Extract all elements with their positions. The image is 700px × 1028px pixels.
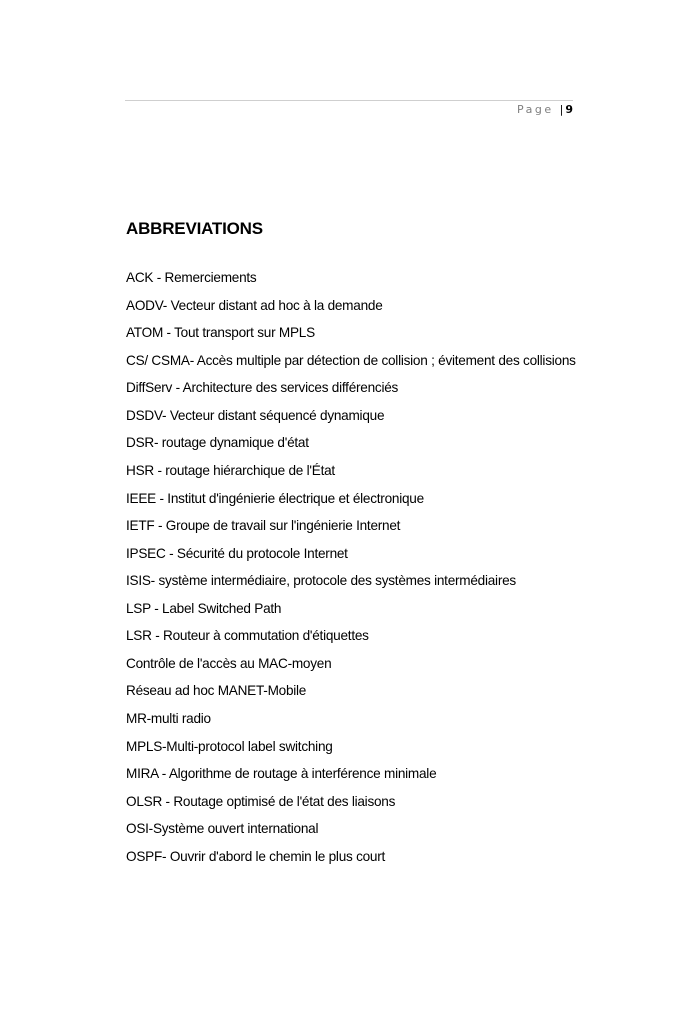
abbreviation-entry: Contrôle de l'accès au MAC-moyen: [126, 655, 332, 671]
abbreviation-entry: Réseau ad hoc MANET-Mobile: [126, 683, 307, 699]
page-number: 9: [565, 103, 573, 116]
abbreviation-entry: CS/ CSMA- Accès multiple par détection de collision ; évitement des collisions: [126, 352, 576, 368]
page-number-label: [517, 103, 573, 116]
abbreviation-entry: MR-multi radio: [126, 711, 211, 726]
abbreviation-entry: MIRA - Algorithme de routage à interférence minimale: [126, 766, 437, 782]
header-rule: [125, 100, 573, 101]
abbreviation-entry: ISIS- système intermédiaire, protocole des systèmes intermédiaires: [126, 573, 516, 589]
abbreviation-entry: IETF - Groupe de travail sur l'ingénierie Internet: [126, 518, 401, 534]
abbreviation-entry: IEEE - Institut d'ingénierie électrique et électronique: [126, 490, 424, 506]
abbreviation-entry: IPSEC - Sécurité du protocole Internet: [126, 545, 348, 561]
page-word: Page: [516, 103, 554, 116]
abbreviation-entry: DSDV- Vecteur distant séquencé dynamique: [126, 407, 385, 423]
section-title: ABBREVIATIONS: [126, 219, 263, 238]
abbreviation-entry: LSR - Routeur à commutation d'étiquettes: [126, 628, 369, 644]
page-separator: |: [559, 103, 564, 116]
abbreviation-entry: OSI-Système ouvert international: [126, 821, 319, 837]
abbreviation-entry: DSR- routage dynamique d'état: [126, 435, 309, 451]
abbreviation-entry: OSPF- Ouvrir d'abord le chemin le plus court: [126, 848, 386, 864]
abbreviation-entry: AODV- Vecteur distant ad hoc à la demande: [126, 297, 383, 313]
abbreviation-entry: HSR - routage hiérarchique de l'État: [126, 462, 335, 478]
abbreviation-entry: DiffServ - Architecture des services différenciés: [126, 380, 399, 396]
abbreviation-entry: ACK - Remerciements: [126, 270, 257, 285]
abbreviation-entry: MPLS-Multi-protocol label switching: [126, 738, 333, 754]
abbreviations-list: [126, 268, 576, 874]
abbreviation-entry: ATOM - Tout transport sur MPLS: [126, 325, 315, 341]
abbreviation-entry: OLSR - Routage optimisé de l'état des liaisons: [126, 793, 396, 809]
abbreviation-entry: LSP - Label Switched Path: [126, 600, 282, 616]
